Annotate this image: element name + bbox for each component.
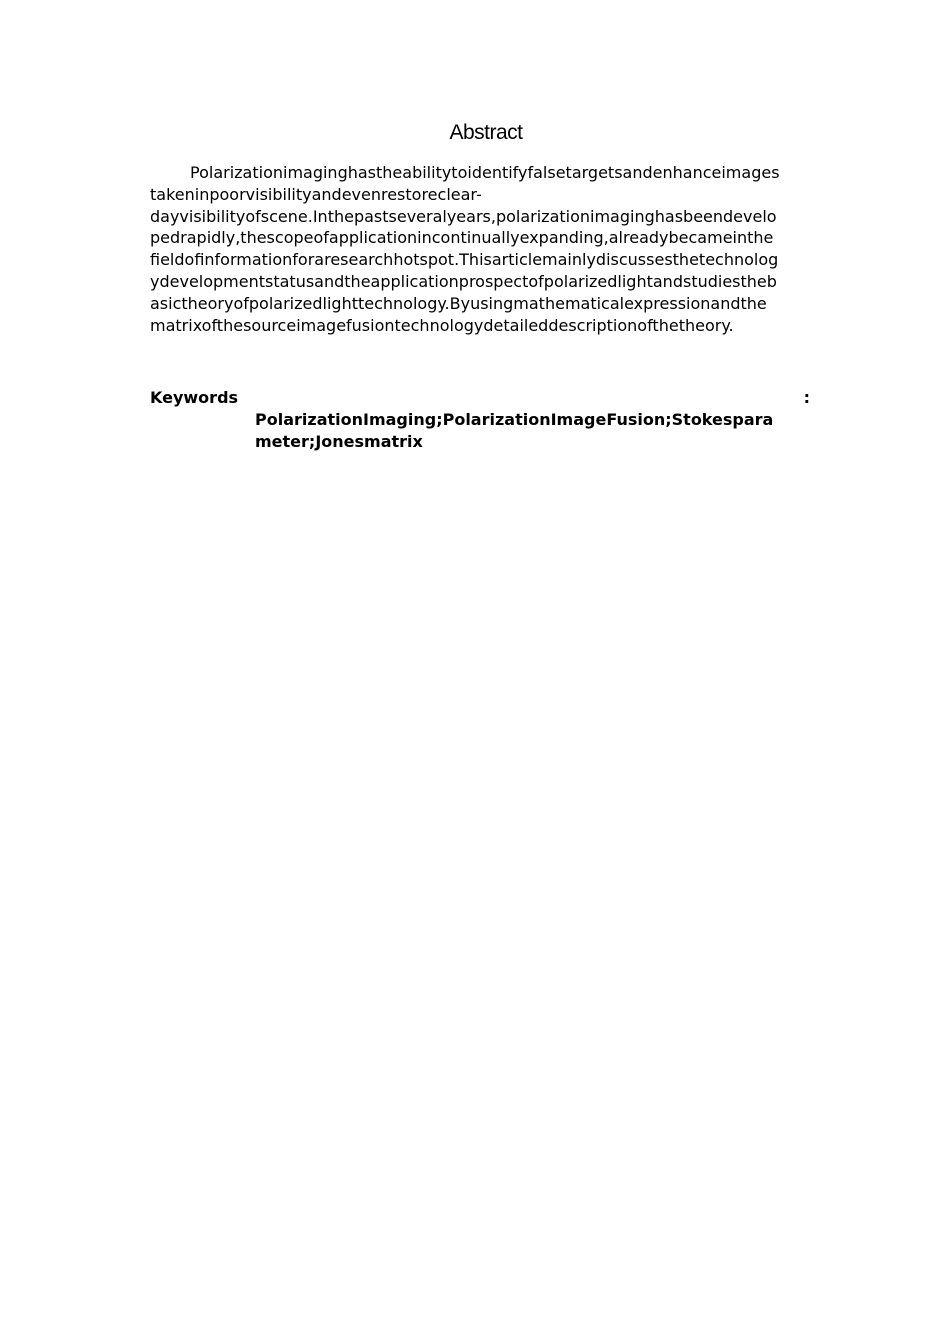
abstract-line: matrixofthesourceimagefusiontechnologydetaileddescriptionofthetheory. [150, 315, 734, 335]
abstract-paragraph [150, 162, 822, 336]
keywords-line: meter;Jonesmatrix [255, 431, 423, 451]
abstract-line: pedrapidly,thescopeofapplicationincontinuallyexpanding,alreadybecameinthe [150, 228, 774, 248]
abstract-line: asictheoryofpolarizedlighttechnology.Byusingmathematicalexpressionandthe [150, 293, 767, 313]
abstract-line: takeninpoorvisibilityandevenrestoreclear- [150, 184, 482, 204]
keywords-values [255, 409, 815, 453]
abstract-line: ydevelopmentstatusandtheapplicationprospectofpolarizedlightandstudiestheb [150, 271, 777, 291]
keywords-colon: : [803, 388, 810, 407]
abstract-line: dayvisibilityofscene.Inthepastseveralyears,polarizationimaginghasbeendevelo [150, 206, 777, 226]
keywords-label: Keywords [150, 388, 239, 407]
abstract-line: Polarizationimaginghastheabilitytoidentifyfalsetargetsandenhanceimages [190, 163, 780, 182]
keywords-line: PolarizationImaging;PolarizationImageFusion;Stokespara [255, 409, 774, 429]
abstract-title: Abstract [449, 121, 523, 144]
abstract-line: fieldofinformationforaresearchhotspot.Thisarticlemainlydiscussesthetechnolog [150, 250, 779, 270]
